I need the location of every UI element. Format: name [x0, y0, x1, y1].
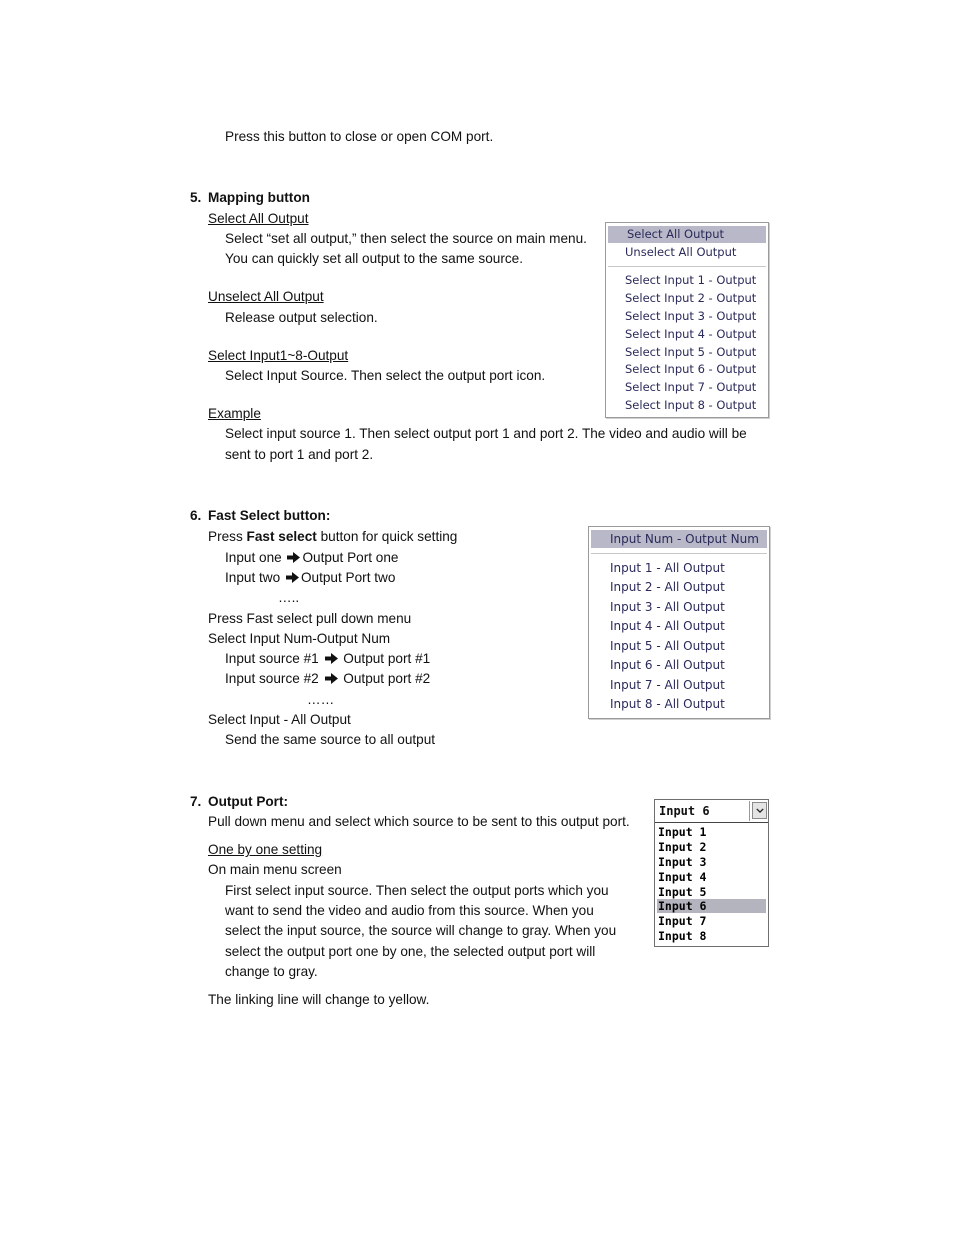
press-pre-text: Press: [208, 529, 247, 544]
section-6-number: 6.: [190, 508, 202, 523]
menu-item-input-1-all-output[interactable]: Input 1 - All Output: [610, 561, 725, 575]
dropdown-option-input-6[interactable]: Input 6: [657, 899, 766, 913]
dropdown-option-input-5[interactable]: Input 5: [658, 885, 707, 899]
menu-item-select-input-7[interactable]: Select Input 7 - Output: [625, 380, 757, 394]
one-by-one-line-2: want to send the video and audio from this source. When you: [225, 903, 594, 918]
dropdown-option-input-2[interactable]: Input 2: [658, 840, 707, 854]
section-7-title: Output Port:: [208, 794, 289, 809]
one-by-one-line-5: change to gray.: [225, 964, 318, 979]
unselect-line-1: Release output selection.: [225, 310, 378, 325]
select-all-line-2: You can quickly set all output to the same source.: [225, 251, 523, 266]
input-source-1-text: Input source #1: [225, 651, 319, 666]
dropdown-option-input-8[interactable]: Input 8: [658, 929, 707, 943]
input-two-text: Input two: [225, 570, 281, 585]
menu-item-input-3-all-output[interactable]: Input 3 - All Output: [610, 600, 725, 614]
select-input-line-1: Select Input Source. Then select the output port icon.: [225, 368, 546, 383]
one-by-one-heading: One by one setting: [208, 842, 323, 857]
send-same-source-text: Send the same source to all output: [225, 732, 436, 747]
dropdown-option-input-4[interactable]: Input 4: [658, 870, 707, 884]
menu-item-input-4-all-output[interactable]: Input 4 - All Output: [610, 619, 725, 633]
menu-separator: [591, 553, 767, 554]
fast-select-menu: [588, 526, 770, 719]
one-by-one-line-1: First select input source. Then select the output ports which you: [225, 883, 609, 898]
input-two-line: [225, 569, 395, 586]
menu-item-select-input-2[interactable]: Select Input 2 - Output: [625, 291, 757, 305]
dropdown-option-input-3[interactable]: Input 3: [658, 855, 707, 869]
right-arrow-icon: [325, 653, 338, 664]
menu-item-select-input-3[interactable]: Select Input 3 - Output: [625, 309, 757, 323]
input-source-2-text: Input source #2: [225, 671, 319, 686]
output-port-1-text: Output port #1: [343, 651, 431, 666]
menu-item-input-num-output-num[interactable]: Input Num - Output Num: [591, 530, 767, 548]
right-arrow-icon: [325, 673, 338, 684]
mapping-context-menu: [605, 222, 769, 418]
dropdown-value-box[interactable]: [656, 801, 750, 821]
select-all-line-1: Select “set all output,” then select the source on main menu.: [225, 231, 587, 246]
menu-item-select-all-output[interactable]: Select All Output: [608, 226, 766, 243]
select-input-num-heading: Select Input Num-Output Num: [208, 631, 391, 646]
menu-item-input-7-all-output[interactable]: Input 7 - All Output: [610, 678, 725, 692]
menu-item-input-5-all-output[interactable]: Input 5 - All Output: [610, 639, 725, 653]
input-one-text: Input one: [225, 550, 282, 565]
right-arrow-icon: [286, 572, 299, 583]
menu-item-select-input-6[interactable]: Select Input 6 - Output: [625, 362, 757, 376]
right-arrow-icon: [287, 552, 300, 563]
menu-item-select-input-8[interactable]: Select Input 8 - Output: [625, 398, 757, 412]
dropdown-option-input-7[interactable]: Input 7: [658, 914, 707, 928]
menu-item-input-2-all-output[interactable]: Input 2 - All Output: [610, 580, 725, 594]
menu-item-unselect-all-output[interactable]: Unselect All Output: [625, 245, 737, 259]
dropdown-option-input-1[interactable]: Input 1: [658, 825, 707, 839]
section-5-number: 5.: [190, 190, 202, 205]
menu-item-select-input-1[interactable]: Select Input 1 - Output: [625, 273, 757, 287]
fast-select-bold: Fast select: [246, 529, 317, 544]
dropdown-divider: [655, 822, 768, 823]
input-source-1-line: [225, 650, 430, 667]
input-source-2-line: [225, 670, 430, 687]
input-one-line: [225, 549, 398, 566]
select-all-output-heading: Select All Output: [208, 211, 309, 226]
main-menu-screen-text: On main menu screen: [208, 862, 342, 877]
dropdown-selected-value: Input 6: [659, 804, 710, 818]
output-port-dropdown[interactable]: [654, 799, 769, 947]
menu-item-input-8-all-output[interactable]: Input 8 - All Output: [610, 697, 725, 711]
menu-item-select-input-5[interactable]: Select Input 5 - Output: [625, 345, 757, 359]
ellipsis-1: …..: [278, 590, 300, 605]
example-line-2: sent to port 1 and port 2.: [225, 447, 374, 462]
select-input-all-output-heading: Select Input - All Output: [208, 712, 351, 727]
one-by-one-line-4: select the output port one by one, the selected output port will: [225, 944, 596, 959]
menu-item-input-6-all-output[interactable]: Input 6 - All Output: [610, 658, 725, 672]
fast-select-press-line: [208, 528, 457, 545]
dropdown-toggle-button[interactable]: [752, 802, 767, 819]
one-by-one-line-3: select the input source, the source will change to gray. When you: [225, 923, 617, 938]
output-port-one-text: Output Port one: [302, 550, 399, 565]
example-heading: Example: [208, 406, 261, 421]
linking-line-text: The linking line will change to yellow.: [208, 992, 430, 1007]
output-port-two-text: Output Port two: [300, 570, 396, 585]
ellipsis-2: ……: [307, 692, 335, 707]
pulldown-menu-text: Press Fast select pull down menu: [208, 611, 412, 626]
select-input-output-heading: Select Input1~8-Output: [208, 348, 349, 363]
output-port-description: Pull down menu and select which source to be sent to this output port.: [208, 814, 630, 829]
section-6-title: Fast Select button:: [208, 508, 331, 523]
unselect-all-output-heading: Unselect All Output: [208, 289, 324, 304]
example-line-1: Select input source 1. Then select output port 1 and port 2. The video and audio will be: [225, 426, 747, 441]
chevron-down-icon: [756, 808, 764, 813]
com-port-text: Press this button to close or open COM port.: [225, 129, 494, 144]
section-5-title: Mapping button: [208, 190, 310, 205]
menu-separator: [608, 266, 766, 267]
menu-item-select-input-4[interactable]: Select Input 4 - Output: [625, 327, 757, 341]
output-port-2-text: Output port #2: [343, 671, 431, 686]
section-7-number: 7.: [190, 794, 202, 809]
press-post-text: button for quick setting: [316, 529, 458, 544]
